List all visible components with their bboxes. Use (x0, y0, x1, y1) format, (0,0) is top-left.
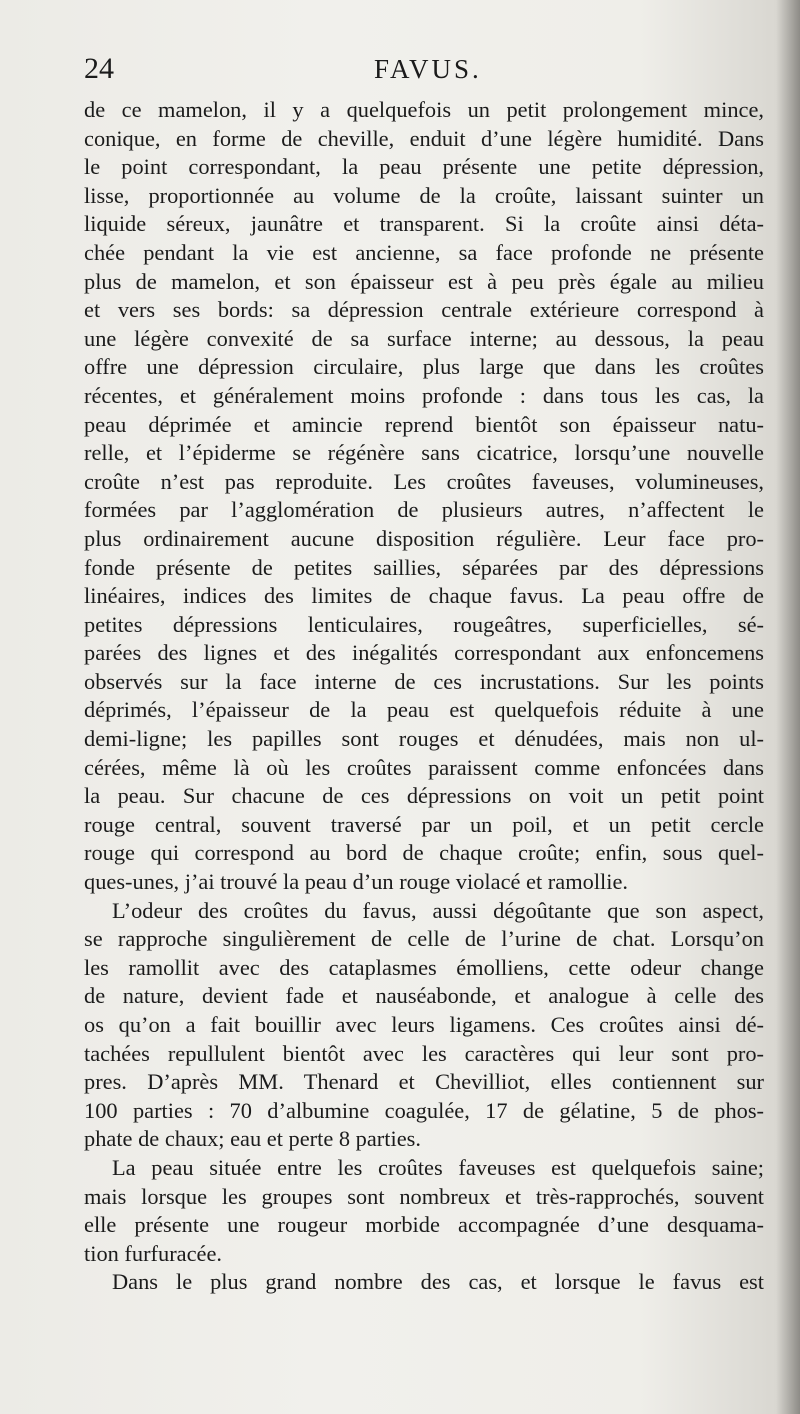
text-line: rouge central, souvent traversé par un poil, et un petit cercle (84, 811, 764, 837)
text-line: linéaires, indices des limites de chaque favus. La peau offre de (84, 583, 764, 609)
text-line: cérées, même là où les croûtes paraissent comme enfoncées dans (84, 754, 764, 780)
text-line: récentes, et généralement moins profonde : dans tous les cas, la (84, 382, 764, 408)
paragraph (84, 897, 764, 1154)
running-head: FAVUS. (374, 54, 482, 84)
text-line: chée pendant la vie est ancienne, sa face profonde ne présente (84, 239, 764, 265)
text-line: tion furfuracée. (84, 1240, 222, 1266)
text-line: elle présente une rougeur morbide accompagnée d’une desquama- (84, 1212, 764, 1238)
text-line: relle, et l’épiderme se régénère sans cicatrice, lorsqu’une nouvelle (84, 440, 764, 466)
page-number: 24 (84, 52, 114, 85)
page-header (84, 52, 764, 92)
text-line: une légère convexité de sa surface interne; au dessous, la peau (84, 325, 764, 351)
text-line: tachées repullulent bientôt avec les caractères qui leur sont pro- (84, 1040, 764, 1066)
text-line: se rapproche singulièrement de celle de l’urine de chat. Lorsqu’on (84, 926, 764, 952)
text-line: phate de chaux; eau et perte 8 parties. (84, 1126, 421, 1152)
body-text (84, 96, 764, 1297)
text-line: observés sur la face interne de ces incrustations. Sur les points (84, 668, 764, 694)
text-line: L’odeur des croûtes du favus, aussi dégoûtante que son aspect, (112, 897, 764, 923)
text-line: rouge qui correspond au bord de chaque croûte; enfin, sous quel- (84, 840, 764, 866)
text-line: demi-ligne; les papilles sont rouges et dénudées, mais non ul- (84, 726, 764, 752)
text-line: la peau. Sur chacune de ces dépressions on voit un petit point (84, 783, 764, 809)
text-line: mais lorsque les groupes sont nombreux et très-rapprochés, souvent (84, 1183, 764, 1209)
text-line: formées par l’agglomération de plusieurs autres, n’affectent le (84, 497, 764, 523)
text-line: croûte n’est pas reproduite. Les croûtes faveuses, volumineuses, (84, 468, 764, 494)
text-line: plus ordinairement aucune disposition régulière. Leur face pro- (84, 525, 764, 551)
text-line: plus de mamelon, et son épaisseur est à peu près égale au milieu (84, 268, 764, 294)
text-line: fonde présente de petites saillies, séparées par des dépressions (84, 554, 764, 580)
text-line: de nature, devient fade et nauséabonde, et analogue à celle des (84, 983, 764, 1009)
text-line: ques-unes, j’ai trouvé la peau d’un rouge violacé et ramollie. (84, 869, 629, 895)
text-line: peau déprimée et amincie reprend bientôt son épaisseur natu- (84, 411, 764, 437)
text-line: pres. D’après MM. Thenard et Chevilliot, elles contiennent sur (84, 1069, 764, 1095)
text-line: lisse, proportionnée au volume de la croûte, laissant suinter un (84, 182, 764, 208)
text-line: les ramollit avec des cataplasmes émolliens, cette odeur change (84, 954, 764, 980)
text-line: de ce mamelon, il y a quelquefois un petit prolongement mince, (84, 97, 764, 122)
text-line: Dans le plus grand nombre des cas, et lorsque le favus est (112, 1269, 764, 1295)
text-line: conique, en forme de cheville, enduit d’une légère humidité. Dans (84, 125, 764, 151)
text-line: petites dépressions lenticulaires, rougeâtres, superficielles, sé- (84, 611, 764, 637)
text-line: offre une dépression circulaire, plus large que dans les croûtes (84, 354, 764, 380)
text-line: 100 parties : 70 d’albumine coagulée, 17 de gélatine, 5 de phos- (84, 1097, 764, 1123)
paragraph (84, 1268, 764, 1297)
text-line: parées des lignes et des inégalités correspondant aux enfoncemens (84, 640, 764, 666)
paragraph (84, 96, 764, 897)
text-line: La peau située entre les croûtes faveuses est quelquefois saine; (112, 1154, 764, 1180)
text-line: liquide séreux, jaunâtre et transparent. Si la croûte ainsi déta- (84, 211, 764, 237)
text-line: déprimés, l’épaisseur de la peau est quelquefois réduite à une (84, 697, 764, 723)
text-line: le point correspondant, la peau présente une petite dépression, (84, 154, 764, 180)
text-line: et vers ses bords: sa dépression centrale extérieure correspond à (84, 297, 764, 323)
paragraph (84, 1154, 764, 1268)
text-line: os qu’on a fait bouillir avec leurs ligamens. Ces croûtes ainsi dé- (84, 1012, 764, 1037)
